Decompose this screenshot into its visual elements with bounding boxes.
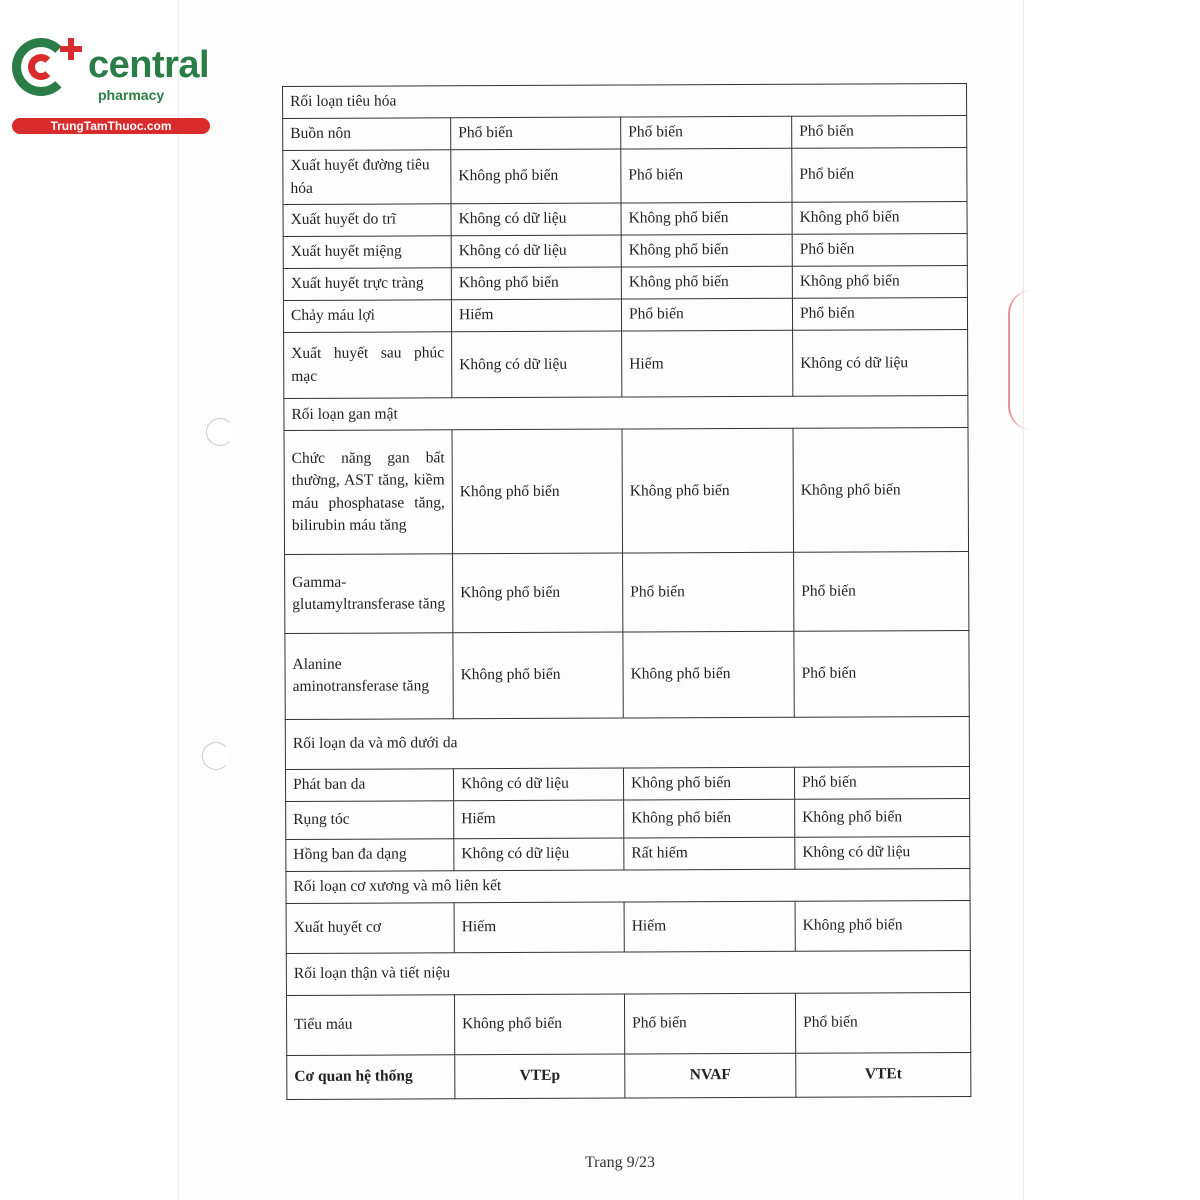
cell-vtet: Không phổ biến [795, 798, 970, 837]
header-nvaf: NVAF [625, 1053, 796, 1098]
cell-nvaf: Phổ biến [624, 993, 795, 1054]
row-label: Gamma-glutamyltransferase tăng [285, 554, 453, 633]
cell-vtep: Không phổ biến [454, 994, 624, 1055]
cell-vtet: Không có dữ liệu [793, 330, 968, 397]
adverse-effects-table [282, 83, 971, 1100]
cell-vtep: Không phổ biến [451, 267, 621, 300]
row-label: Hồng ban đa dạng [286, 838, 454, 871]
page-number: Trang 9/23 [584, 1154, 656, 1171]
cell-vtet: Không phổ biến [795, 900, 970, 951]
section-title: Rối loạn gan mật [284, 396, 968, 431]
table-row [283, 148, 967, 205]
row-label: Xuất huyết miệng [283, 236, 451, 269]
header-organ-system: Cơ quan hệ thống [287, 1055, 455, 1100]
central-pharmacy-logo [10, 36, 215, 136]
cell-nvaf: Hiếm [624, 901, 795, 952]
table-row [285, 630, 969, 719]
cell-vtet: Phổ biến [792, 148, 967, 203]
cell-vtep: Không phổ biến [451, 149, 621, 204]
section-header-row [284, 396, 968, 431]
cell-vtet: Phổ biến [794, 630, 969, 717]
column-header-row [287, 1052, 971, 1099]
cell-nvaf: Không phổ biến [621, 234, 792, 267]
header-vtep: VTEp [455, 1054, 625, 1099]
logo-brand-text: central [88, 44, 210, 86]
table-row [284, 330, 968, 399]
cell-vtet: Phổ biến [792, 234, 967, 267]
cell-nvaf: Phổ biến [621, 298, 792, 331]
row-label: Phát ban da [285, 768, 453, 801]
table-row [286, 900, 970, 953]
punch-hole [206, 418, 234, 446]
row-label: Rụng tóc [286, 800, 454, 839]
header-vtet: VTEt [796, 1052, 971, 1097]
section-header-row [283, 84, 967, 119]
section-title: Rối loạn thận và tiết niệu [286, 950, 970, 995]
table-row [285, 552, 969, 633]
cell-vtep: Hiếm [454, 902, 624, 953]
row-label: Alanine aminotransferase tăng [285, 632, 453, 719]
cell-vtet: Không có dữ liệu [795, 836, 970, 869]
cell-nvaf: Không phổ biến [621, 266, 792, 299]
row-label: Tiểu máu [286, 995, 454, 1056]
logo-sub-text: pharmacy [98, 87, 165, 103]
cell-nvaf: Không phổ biến [621, 202, 792, 235]
cell-vtep: Không phổ biến [453, 632, 623, 719]
table-row [286, 992, 970, 1055]
table-row [283, 298, 967, 333]
cell-vtep: Không phổ biến [453, 553, 623, 632]
logo-plus-icon [58, 36, 84, 62]
logo-inner-ring-icon [28, 54, 54, 80]
table-row [283, 266, 967, 301]
cell-vtep: Không phổ biến [452, 429, 623, 554]
cell-vtep: Không có dữ liệu [451, 203, 621, 236]
cell-nvaf: Phổ biến [621, 116, 792, 149]
cell-vtet: Không phổ biến [792, 266, 967, 299]
section-title: Rối loạn tiêu hóa [283, 84, 967, 119]
cell-vtep: Hiếm [454, 800, 624, 839]
section-header-row [285, 716, 969, 769]
row-label: Xuất huyết đường tiêu hóa [283, 150, 451, 205]
cell-vtet: Không phổ biến [793, 428, 969, 553]
table-row [285, 766, 969, 801]
cell-vtep: Phổ biến [451, 117, 621, 150]
table-row [284, 428, 969, 555]
punch-hole [202, 742, 230, 770]
cell-nvaf: Không phổ biến [623, 631, 794, 718]
cell-nvaf: Không phổ biến [624, 799, 795, 838]
row-label: Chảy máu lợi [283, 300, 451, 333]
logo-site-badge: TrungTamThuoc.com [12, 118, 210, 134]
cell-vtep: Không có dữ liệu [451, 235, 621, 268]
cell-nvaf: Không phổ biến [622, 429, 794, 554]
table-row [283, 234, 967, 269]
table-row [286, 798, 970, 839]
section-title: Rối loạn da và mô dưới da [285, 716, 969, 769]
cell-nvaf: Phổ biến [621, 148, 792, 203]
cell-vtep: Không có dữ liệu [452, 331, 622, 398]
cell-vtet: Phổ biến [792, 116, 967, 149]
table-row [286, 836, 970, 871]
cell-nvaf: Phổ biến [623, 553, 794, 632]
cell-vtep: Hiếm [451, 299, 621, 332]
cell-vtet: Phổ biến [792, 298, 967, 331]
table-row [283, 116, 967, 151]
row-label: Xuất huyết trực tràng [283, 268, 451, 301]
cell-vtep: Không có dữ liệu [453, 768, 623, 801]
cell-vtet: Không phổ biến [792, 202, 967, 235]
row-label: Chức năng gan bất thường, AST tăng, kiềm máu phosphatase tăng, bilirubin máu tăng [284, 430, 453, 555]
cell-nvaf: Hiếm [622, 331, 793, 398]
row-label: Xuất huyết cơ [286, 903, 454, 954]
cell-nvaf: Rất hiếm [624, 837, 795, 870]
row-label: Xuất huyết sau phúc mạc [284, 332, 452, 399]
cell-vtep: Không có dữ liệu [454, 838, 624, 871]
row-label: Xuất huyết do trĩ [283, 204, 451, 237]
stamp-mark [1008, 290, 1032, 430]
section-title: Rối loạn cơ xương và mô liên kết [286, 868, 970, 903]
row-label: Buồn nôn [283, 118, 451, 151]
section-header-row [286, 950, 970, 995]
cell-vtet: Phổ biến [794, 552, 969, 631]
table-row [283, 202, 967, 237]
cell-nvaf: Không phổ biến [623, 767, 794, 800]
cell-vtet: Phổ biến [795, 992, 970, 1053]
cell-vtet: Phổ biến [794, 766, 969, 799]
section-header-row [286, 868, 970, 903]
